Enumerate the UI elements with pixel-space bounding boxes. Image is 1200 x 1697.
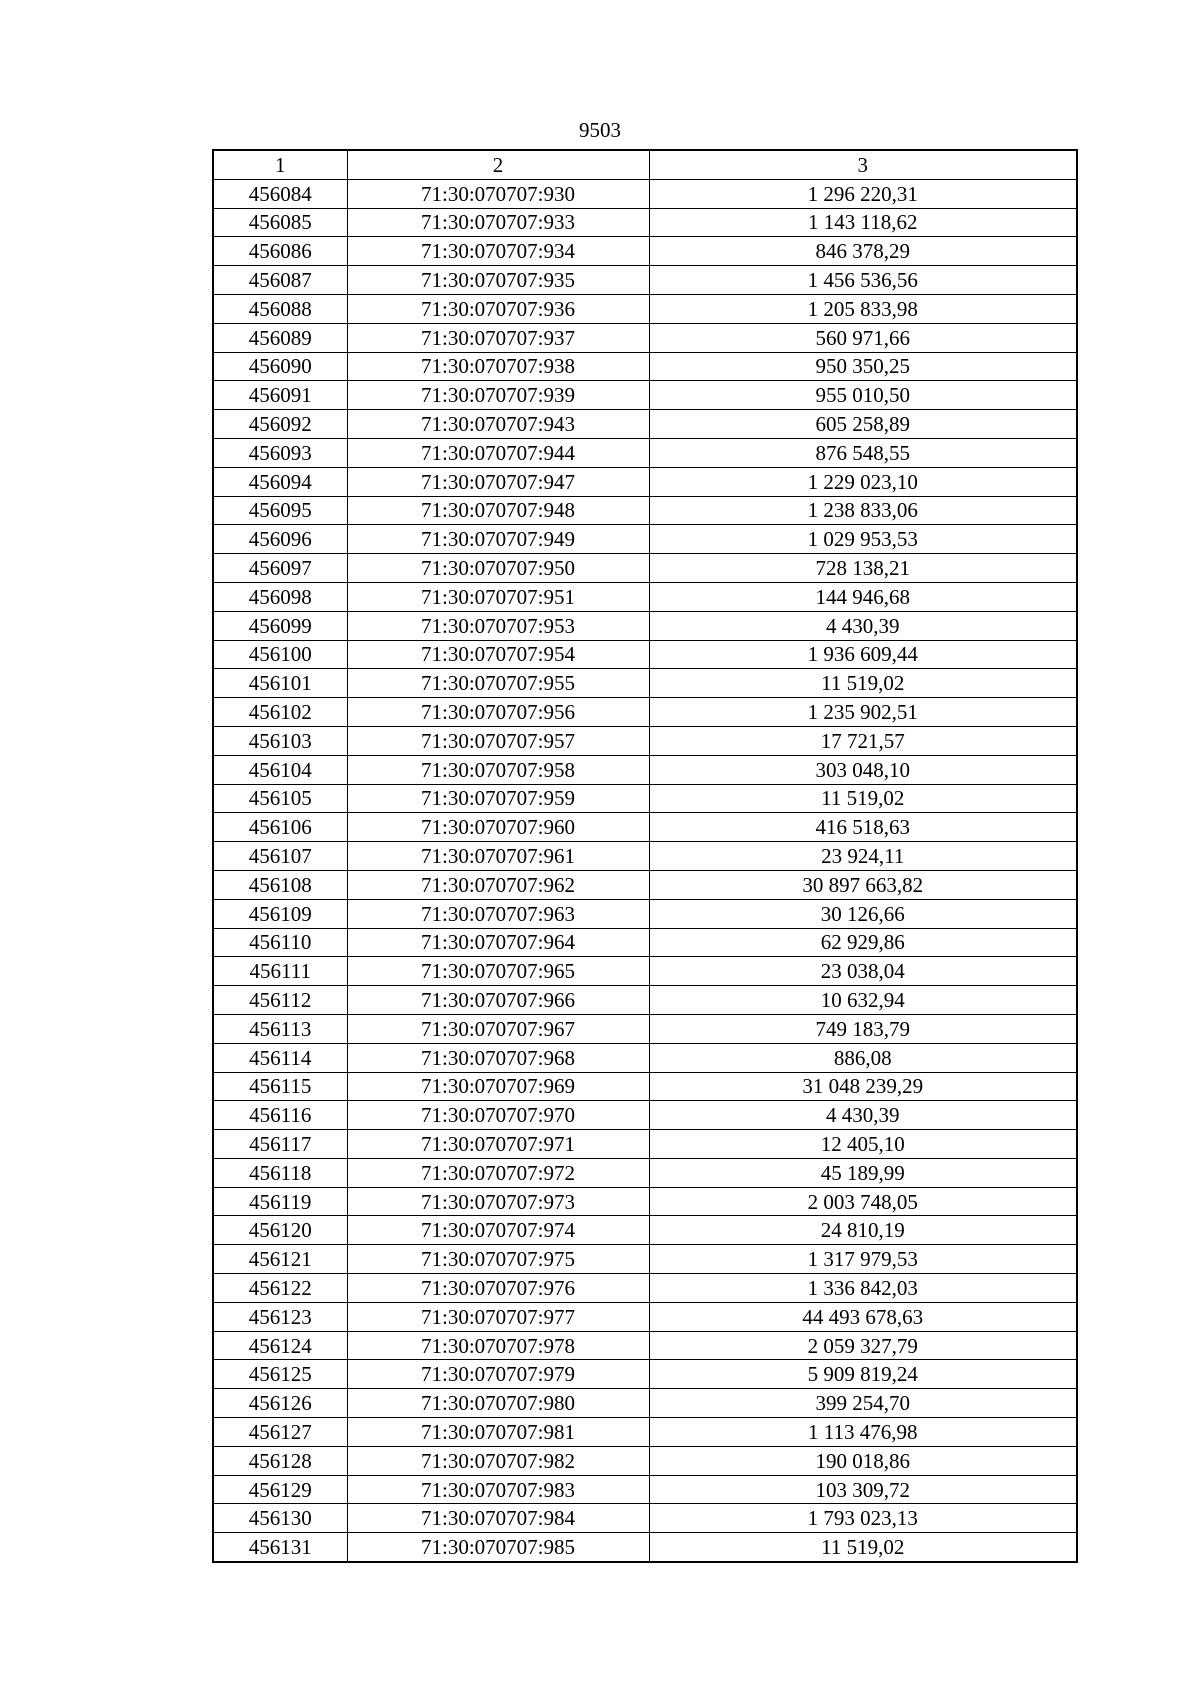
cadastral-number-cell: 71:30:070707:975 [347, 1245, 649, 1274]
value-cell: 4 430,39 [649, 1101, 1077, 1130]
row-number-cell: 456084 [213, 179, 347, 208]
value-cell: 303 048,10 [649, 755, 1077, 784]
value-cell: 1 336 842,03 [649, 1274, 1077, 1303]
row-number-cell: 456120 [213, 1216, 347, 1245]
value-cell: 749 183,79 [649, 1014, 1077, 1043]
cadastral-number-cell: 71:30:070707:961 [347, 842, 649, 871]
value-cell: 1 235 902,51 [649, 698, 1077, 727]
value-cell: 399 254,70 [649, 1389, 1077, 1418]
row-number-cell: 456100 [213, 640, 347, 669]
table-row [213, 1101, 1077, 1130]
table-row [213, 237, 1077, 266]
row-number-cell: 456102 [213, 698, 347, 727]
value-cell: 1 143 118,62 [649, 208, 1077, 237]
value-cell: 1 229 023,10 [649, 467, 1077, 496]
table-row [213, 438, 1077, 467]
table-row [213, 726, 1077, 755]
cadastral-number-cell: 71:30:070707:960 [347, 813, 649, 842]
cadastral-number-cell: 71:30:070707:979 [347, 1360, 649, 1389]
table-row [213, 611, 1077, 640]
value-cell: 11 519,02 [649, 669, 1077, 698]
table-row [213, 1014, 1077, 1043]
value-cell: 31 048 239,29 [649, 1072, 1077, 1101]
cadastral-number-cell: 71:30:070707:955 [347, 669, 649, 698]
table-row [213, 496, 1077, 525]
value-cell: 23 924,11 [649, 842, 1077, 871]
row-number-cell: 456096 [213, 525, 347, 554]
table-row [213, 1389, 1077, 1418]
value-cell: 10 632,94 [649, 986, 1077, 1015]
cadastral-number-cell: 71:30:070707:965 [347, 957, 649, 986]
table-row [213, 986, 1077, 1015]
row-number-cell: 456125 [213, 1360, 347, 1389]
value-cell: 24 810,19 [649, 1216, 1077, 1245]
value-cell: 45 189,99 [649, 1158, 1077, 1187]
cadastral-number-cell: 71:30:070707:933 [347, 208, 649, 237]
row-number-cell: 456110 [213, 928, 347, 957]
row-number-cell: 456108 [213, 870, 347, 899]
row-number-cell: 456127 [213, 1418, 347, 1447]
cadastral-number-cell: 71:30:070707:972 [347, 1158, 649, 1187]
cadastral-number-cell: 71:30:070707:957 [347, 726, 649, 755]
table-row [213, 381, 1077, 410]
row-number-cell: 456128 [213, 1446, 347, 1475]
value-cell: 144 946,68 [649, 582, 1077, 611]
row-number-cell: 456112 [213, 986, 347, 1015]
table-row [213, 698, 1077, 727]
value-cell: 103 309,72 [649, 1475, 1077, 1504]
cadastral-number-cell: 71:30:070707:984 [347, 1504, 649, 1533]
value-cell: 955 010,50 [649, 381, 1077, 410]
row-number-cell: 456119 [213, 1187, 347, 1216]
table-row [213, 208, 1077, 237]
table-row [213, 266, 1077, 295]
cadastral-number-cell: 71:30:070707:977 [347, 1302, 649, 1331]
cadastral-number-cell: 71:30:070707:953 [347, 611, 649, 640]
value-cell: 1 113 476,98 [649, 1418, 1077, 1447]
table-row [213, 352, 1077, 381]
row-number-cell: 456093 [213, 438, 347, 467]
value-cell: 886,08 [649, 1043, 1077, 1072]
page-number: 9503 [579, 118, 621, 142]
table-row [213, 467, 1077, 496]
cadastral-number-cell: 71:30:070707:934 [347, 237, 649, 266]
row-number-cell: 456123 [213, 1302, 347, 1331]
row-number-cell: 456126 [213, 1389, 347, 1418]
table-row [213, 1302, 1077, 1331]
table-row [213, 410, 1077, 439]
value-cell: 728 138,21 [649, 554, 1077, 583]
column-header-3: 3 [649, 150, 1077, 179]
value-cell: 1 793 023,13 [649, 1504, 1077, 1533]
table-row [213, 1475, 1077, 1504]
column-header-1: 1 [213, 150, 347, 179]
row-number-cell: 456103 [213, 726, 347, 755]
cadastral-number-cell: 71:30:070707:964 [347, 928, 649, 957]
cadastral-number-cell: 71:30:070707:948 [347, 496, 649, 525]
row-number-cell: 456089 [213, 323, 347, 352]
row-number-cell: 456092 [213, 410, 347, 439]
cadastral-number-cell: 71:30:070707:949 [347, 525, 649, 554]
row-number-cell: 456107 [213, 842, 347, 871]
table-row [213, 1360, 1077, 1389]
cadastral-number-cell: 71:30:070707:943 [347, 410, 649, 439]
value-cell: 11 519,02 [649, 784, 1077, 813]
table-row [213, 582, 1077, 611]
table-row [213, 323, 1077, 352]
value-cell: 2 003 748,05 [649, 1187, 1077, 1216]
row-number-cell: 456109 [213, 899, 347, 928]
value-cell: 846 378,29 [649, 237, 1077, 266]
row-number-cell: 456130 [213, 1504, 347, 1533]
table-row [213, 294, 1077, 323]
value-cell: 190 018,86 [649, 1446, 1077, 1475]
row-number-cell: 456105 [213, 784, 347, 813]
table-row [213, 525, 1077, 554]
table-row [213, 1446, 1077, 1475]
table-header-row [213, 150, 1077, 179]
table-row [213, 842, 1077, 871]
row-number-cell: 456101 [213, 669, 347, 698]
cadastral-number-cell: 71:30:070707:982 [347, 1446, 649, 1475]
table-row [213, 1187, 1077, 1216]
value-cell: 1 317 979,53 [649, 1245, 1077, 1274]
value-cell: 1 456 536,56 [649, 266, 1077, 295]
row-number-cell: 456117 [213, 1130, 347, 1159]
row-number-cell: 456104 [213, 755, 347, 784]
value-cell: 17 721,57 [649, 726, 1077, 755]
table-row [213, 1418, 1077, 1447]
cadastral-number-cell: 71:30:070707:974 [347, 1216, 649, 1245]
cadastral-number-cell: 71:30:070707:978 [347, 1331, 649, 1360]
cadastral-number-cell: 71:30:070707:968 [347, 1043, 649, 1072]
table-row [213, 957, 1077, 986]
cadastral-number-cell: 71:30:070707:969 [347, 1072, 649, 1101]
data-table [212, 149, 1078, 1563]
value-cell: 44 493 678,63 [649, 1302, 1077, 1331]
cadastral-number-cell: 71:30:070707:944 [347, 438, 649, 467]
row-number-cell: 456131 [213, 1533, 347, 1562]
row-number-cell: 456099 [213, 611, 347, 640]
value-cell: 23 038,04 [649, 957, 1077, 986]
row-number-cell: 456129 [213, 1475, 347, 1504]
row-number-cell: 456090 [213, 352, 347, 381]
row-number-cell: 456085 [213, 208, 347, 237]
table-row [213, 1158, 1077, 1187]
cadastral-number-cell: 71:30:070707:976 [347, 1274, 649, 1303]
row-number-cell: 456106 [213, 813, 347, 842]
table-row [213, 755, 1077, 784]
cadastral-number-cell: 71:30:070707:939 [347, 381, 649, 410]
row-number-cell: 456122 [213, 1274, 347, 1303]
row-number-cell: 456111 [213, 957, 347, 986]
row-number-cell: 456121 [213, 1245, 347, 1274]
row-number-cell: 456088 [213, 294, 347, 323]
value-cell: 416 518,63 [649, 813, 1077, 842]
cadastral-number-cell: 71:30:070707:954 [347, 640, 649, 669]
table-row [213, 1274, 1077, 1303]
value-cell: 1 296 220,31 [649, 179, 1077, 208]
cadastral-number-cell: 71:30:070707:963 [347, 899, 649, 928]
cadastral-number-cell: 71:30:070707:930 [347, 179, 649, 208]
value-cell: 30 126,66 [649, 899, 1077, 928]
cadastral-number-cell: 71:30:070707:956 [347, 698, 649, 727]
value-cell: 605 258,89 [649, 410, 1077, 439]
table-row [213, 1043, 1077, 1072]
value-cell: 62 929,86 [649, 928, 1077, 957]
cadastral-number-cell: 71:30:070707:983 [347, 1475, 649, 1504]
row-number-cell: 456124 [213, 1331, 347, 1360]
value-cell: 12 405,10 [649, 1130, 1077, 1159]
table-row [213, 1533, 1077, 1562]
row-number-cell: 456114 [213, 1043, 347, 1072]
value-cell: 876 548,55 [649, 438, 1077, 467]
table-row [213, 813, 1077, 842]
row-number-cell: 456095 [213, 496, 347, 525]
table-row [213, 1072, 1077, 1101]
value-cell: 1 029 953,53 [649, 525, 1077, 554]
row-number-cell: 456098 [213, 582, 347, 611]
cadastral-number-cell: 71:30:070707:962 [347, 870, 649, 899]
row-number-cell: 456113 [213, 1014, 347, 1043]
cadastral-number-cell: 71:30:070707:951 [347, 582, 649, 611]
value-cell: 1 238 833,06 [649, 496, 1077, 525]
cadastral-number-cell: 71:30:070707:959 [347, 784, 649, 813]
table-row [213, 928, 1077, 957]
table-row [213, 179, 1077, 208]
value-cell: 560 971,66 [649, 323, 1077, 352]
row-number-cell: 456116 [213, 1101, 347, 1130]
cadastral-number-cell: 71:30:070707:973 [347, 1187, 649, 1216]
row-number-cell: 456115 [213, 1072, 347, 1101]
row-number-cell: 456097 [213, 554, 347, 583]
table-row [213, 554, 1077, 583]
table-row [213, 1130, 1077, 1159]
cadastral-number-cell: 71:30:070707:938 [347, 352, 649, 381]
table-row [213, 870, 1077, 899]
value-cell: 5 909 819,24 [649, 1360, 1077, 1389]
table-body [213, 179, 1077, 1562]
value-cell: 30 897 663,82 [649, 870, 1077, 899]
cadastral-number-cell: 71:30:070707:947 [347, 467, 649, 496]
value-cell: 4 430,39 [649, 611, 1077, 640]
table-row [213, 899, 1077, 928]
table-row [213, 1331, 1077, 1360]
cadastral-number-cell: 71:30:070707:981 [347, 1418, 649, 1447]
table-row [213, 1216, 1077, 1245]
value-cell: 1 205 833,98 [649, 294, 1077, 323]
table-row [213, 784, 1077, 813]
cadastral-number-cell: 71:30:070707:937 [347, 323, 649, 352]
table-row [213, 1245, 1077, 1274]
row-number-cell: 456094 [213, 467, 347, 496]
cadastral-number-cell: 71:30:070707:950 [347, 554, 649, 583]
row-number-cell: 456087 [213, 266, 347, 295]
cadastral-number-cell: 71:30:070707:935 [347, 266, 649, 295]
column-header-2: 2 [347, 150, 649, 179]
value-cell: 950 350,25 [649, 352, 1077, 381]
table-row [213, 669, 1077, 698]
cadastral-number-cell: 71:30:070707:985 [347, 1533, 649, 1562]
row-number-cell: 456091 [213, 381, 347, 410]
cadastral-number-cell: 71:30:070707:970 [347, 1101, 649, 1130]
cadastral-number-cell: 71:30:070707:936 [347, 294, 649, 323]
cadastral-number-cell: 71:30:070707:958 [347, 755, 649, 784]
row-number-cell: 456086 [213, 237, 347, 266]
value-cell: 11 519,02 [649, 1533, 1077, 1562]
value-cell: 2 059 327,79 [649, 1331, 1077, 1360]
table-row [213, 1504, 1077, 1533]
cadastral-number-cell: 71:30:070707:966 [347, 986, 649, 1015]
row-number-cell: 456118 [213, 1158, 347, 1187]
cadastral-number-cell: 71:30:070707:967 [347, 1014, 649, 1043]
value-cell: 1 936 609,44 [649, 640, 1077, 669]
cadastral-number-cell: 71:30:070707:980 [347, 1389, 649, 1418]
table-row [213, 640, 1077, 669]
cadastral-number-cell: 71:30:070707:971 [347, 1130, 649, 1159]
